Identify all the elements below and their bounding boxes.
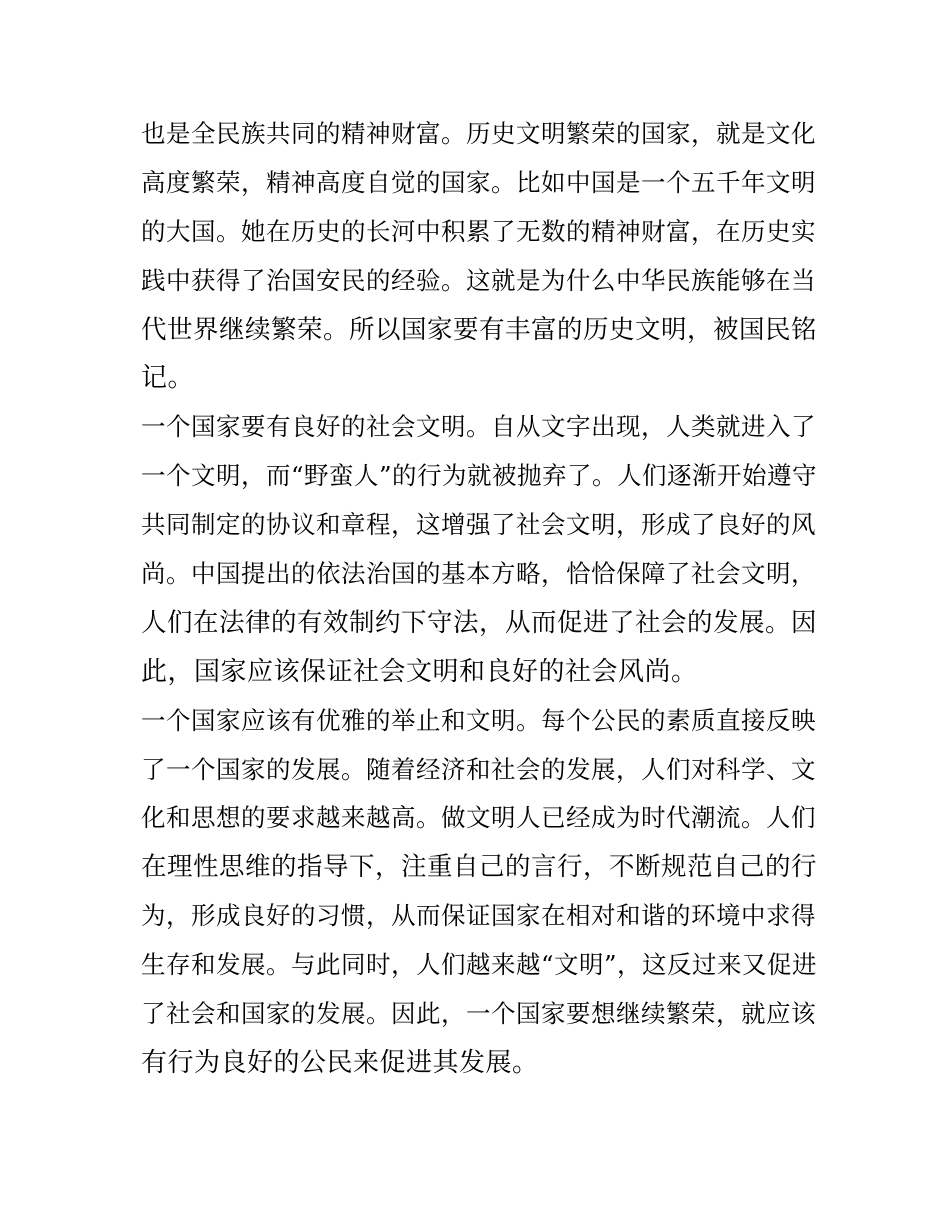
document-body [141,110,821,1088]
text-line: 有行为良好的公民来促进其发展。 [141,1047,539,1078]
text-line: 为，形成良好的习惯，从而保证国家在相对和谐的环境中求得 [141,901,816,931]
text-line: 尚。中国提出的依法治国的基本方略，恰恰保障了社会文明， [141,559,816,589]
text-line: 共同制定的协议和章程，这增强了社会文明，形成了良好的风 [141,510,816,540]
text-line: 代世界继续繁荣。所以国家要有丰富的历史文明，被国民铭 [141,314,818,345]
text-line: 化和思想的要求越来越高。做文明人已经成为时代潮流。人们 [141,803,816,833]
text-line: 在理性思维的指导下，注重自己的言行，不断规范自己的行 [141,852,818,883]
text-line: 践中获得了治国安民的经验。这就是为什么中华民族能够在当 [141,265,816,295]
text-line: 高度繁荣，精神高度自觉的国家。比如中国是一个五千年文明 [141,167,816,197]
text-line: 的大国。她在历史的长河中积累了无数的精神财富，在历史实 [141,216,816,246]
text-line: 了一个国家的发展。随着经济和社会的发展，人们对科学、文 [141,754,816,784]
text-line: 一个国家应该有优雅的举止和文明。每个公民的素质直接反映 [141,705,816,735]
text-line: 也是全民族共同的精神财富。历史文明繁荣的国家，就是文化 [141,119,816,148]
text-line: 记。 [141,363,195,394]
text-line: 一个国家要有良好的社会文明。自从文字出现，人类就进入了 [141,412,816,442]
text-line: 此，国家应该保证社会文明和良好的社会风尚。 [141,656,698,687]
text-line: 生存和发展。与此同时，人们越来越“文明”，这反过来又促进 [141,950,818,980]
text-line: 一个文明，而“野蛮人”的行为就被抛弃了。人们逐渐开始遵守 [141,461,818,491]
text-line: 人们在法律的有效制约下守法，从而促进了社会的发展。因 [141,607,818,638]
text-line: 了社会和国家的发展。因此，一个国家要想继续繁荣，就应该 [141,999,816,1029]
